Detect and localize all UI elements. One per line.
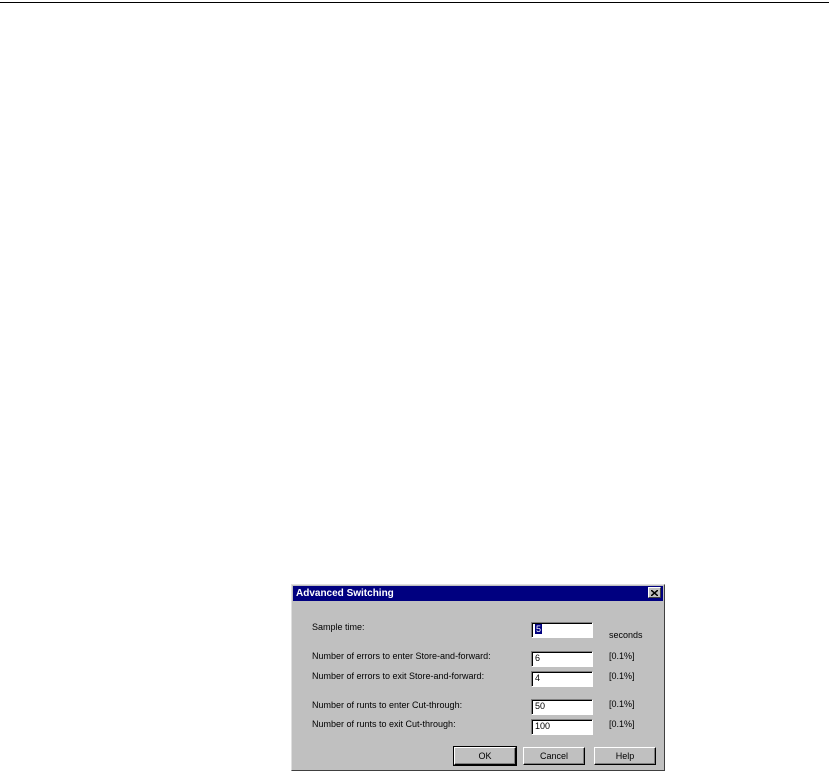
close-icon <box>651 590 658 596</box>
runts-enter-ct-value: 50 <box>535 701 546 711</box>
runts-enter-ct-label: Number of runts to enter Cut-through: <box>312 700 463 710</box>
errors-exit-sf-label: Number of errors to exit Store-and-forward: <box>312 671 485 681</box>
sample-time-value: 5 <box>536 624 542 634</box>
runts-exit-ct-label: Number of runts to exit Cut-through: <box>312 719 456 729</box>
runts-exit-ct-value: 100 <box>535 721 551 731</box>
runts-enter-ct-unit: [0.1%] <box>609 699 635 709</box>
sample-time-label: Sample time: <box>312 622 365 632</box>
page-top-rule <box>0 2 829 3</box>
errors-exit-sf-input[interactable] <box>531 671 593 687</box>
sample-time-input[interactable] <box>531 622 593 638</box>
runts-enter-ct-input[interactable] <box>531 699 593 715</box>
sample-time-unit: seconds <box>609 630 643 640</box>
runts-exit-ct-unit: [0.1%] <box>609 719 635 729</box>
errors-exit-sf-value: 4 <box>535 673 541 683</box>
help-button[interactable]: Help <box>594 747 656 765</box>
runts-exit-ct-input[interactable] <box>531 719 593 735</box>
errors-enter-sf-input[interactable] <box>531 651 593 667</box>
close-button[interactable] <box>648 587 661 598</box>
errors-enter-sf-value: 6 <box>535 653 541 663</box>
dialog-titlebar[interactable] <box>293 586 663 601</box>
cancel-button[interactable]: Cancel <box>523 747 585 765</box>
dialog-title: Advanced Switching <box>296 588 394 599</box>
ok-button[interactable]: OK <box>454 747 516 765</box>
errors-enter-sf-unit: [0.1%] <box>609 651 635 661</box>
errors-enter-sf-label: Number of errors to enter Store-and-forward: <box>312 651 491 661</box>
errors-exit-sf-unit: [0.1%] <box>609 671 635 681</box>
advanced-switching-dialog <box>291 584 665 771</box>
